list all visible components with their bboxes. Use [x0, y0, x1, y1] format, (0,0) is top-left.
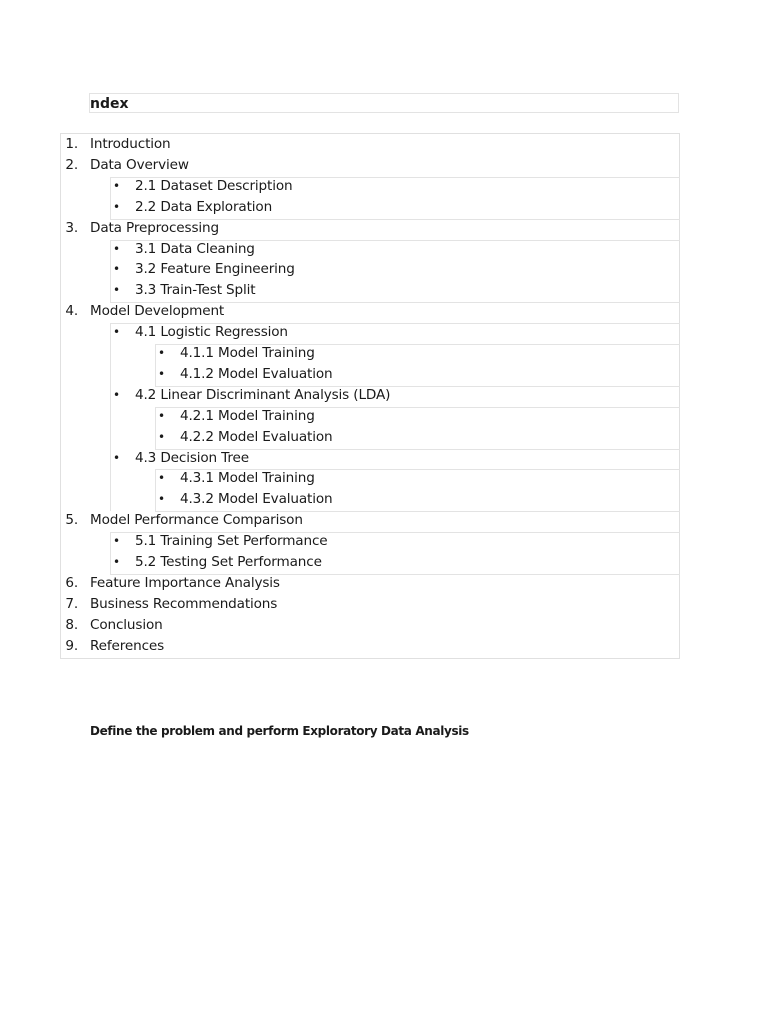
toc-item-number: 1. [65, 136, 78, 152]
bullet-icon: • [158, 430, 165, 444]
toc-item-label: Data Overview [90, 157, 189, 173]
toc-item-label: Model Development [90, 303, 225, 319]
toc-item-number: 9. [65, 638, 78, 654]
toc-item-label: 5.1 Training Set Performance [135, 533, 328, 549]
toc-item-label: Introduction [90, 136, 171, 152]
bullet-icon: • [113, 325, 120, 339]
toc-item-number: 5. [65, 512, 78, 528]
toc-item-label: 4.1 Logistic Regression [135, 324, 288, 340]
toc-item-label: 4.3.1 Model Training [180, 470, 315, 486]
toc-item-label: Data Preprocessing [90, 220, 219, 236]
toc-item-label: Business Recommendations [90, 596, 278, 612]
bullet-icon: • [113, 242, 120, 256]
table-cell-edge [155, 344, 156, 386]
index-title-box [89, 93, 679, 113]
toc-item-label: 3.2 Feature Engineering [135, 261, 295, 277]
toc-item-label: 2.1 Dataset Description [135, 178, 293, 194]
section-heading: Define the problem and perform Exploratory Data Analysis [90, 724, 469, 738]
bullet-icon: • [113, 262, 120, 276]
toc-item-label: 2.2 Data Exploration [135, 199, 273, 215]
bullet-icon: • [113, 555, 120, 569]
toc-item-label: 5.2 Testing Set Performance [135, 554, 322, 570]
toc-item-label: Conclusion [90, 617, 163, 633]
bullet-icon: • [158, 367, 165, 381]
bullet-icon: • [113, 388, 120, 402]
bullet-icon: • [113, 179, 120, 193]
toc-item-label: 4.2.2 Model Evaluation [180, 429, 333, 445]
toc-item-label: 4.2.1 Model Training [180, 408, 315, 424]
toc-item-label: 4.1.1 Model Training [180, 345, 315, 361]
table-cell-edge [110, 240, 111, 302]
toc-item-label: 4.1.2 Model Evaluation [180, 366, 333, 382]
toc-item-number: 4. [65, 303, 78, 319]
table-cell-edge [110, 323, 111, 511]
bullet-icon: • [158, 409, 165, 423]
toc-item-number: 3. [65, 220, 78, 236]
toc-item-label: 4.3 Decision Tree [135, 450, 249, 466]
toc-item-label: Model Performance Comparison [90, 512, 303, 528]
table-cell-edge [110, 532, 111, 574]
toc-item-label: 4.3.2 Model Evaluation [180, 491, 333, 507]
toc-item-number: 7. [65, 596, 78, 612]
bullet-icon: • [113, 534, 120, 548]
bullet-icon: • [113, 200, 120, 214]
table-cell-edge [155, 407, 156, 449]
toc-item-label: Feature Importance Analysis [90, 575, 280, 591]
toc-item-number: 2. [65, 157, 78, 173]
toc-item-label: 4.2 Linear Discriminant Analysis (LDA) [135, 387, 391, 403]
bullet-icon: • [113, 451, 120, 465]
toc-item-label: 3.1 Data Cleaning [135, 241, 255, 257]
index-title: ndex [90, 96, 129, 112]
toc-item-label: 3.3 Train-Test Split [135, 282, 256, 298]
toc-item-number: 8. [65, 617, 78, 633]
bullet-icon: • [113, 283, 120, 297]
table-cell-edge [110, 177, 111, 219]
bullet-icon: • [158, 492, 165, 506]
bullet-icon: • [158, 471, 165, 485]
toc-item-number: 6. [65, 575, 78, 591]
toc-item-label: References [90, 638, 165, 654]
table-cell-edge [155, 469, 156, 511]
bullet-icon: • [158, 346, 165, 360]
